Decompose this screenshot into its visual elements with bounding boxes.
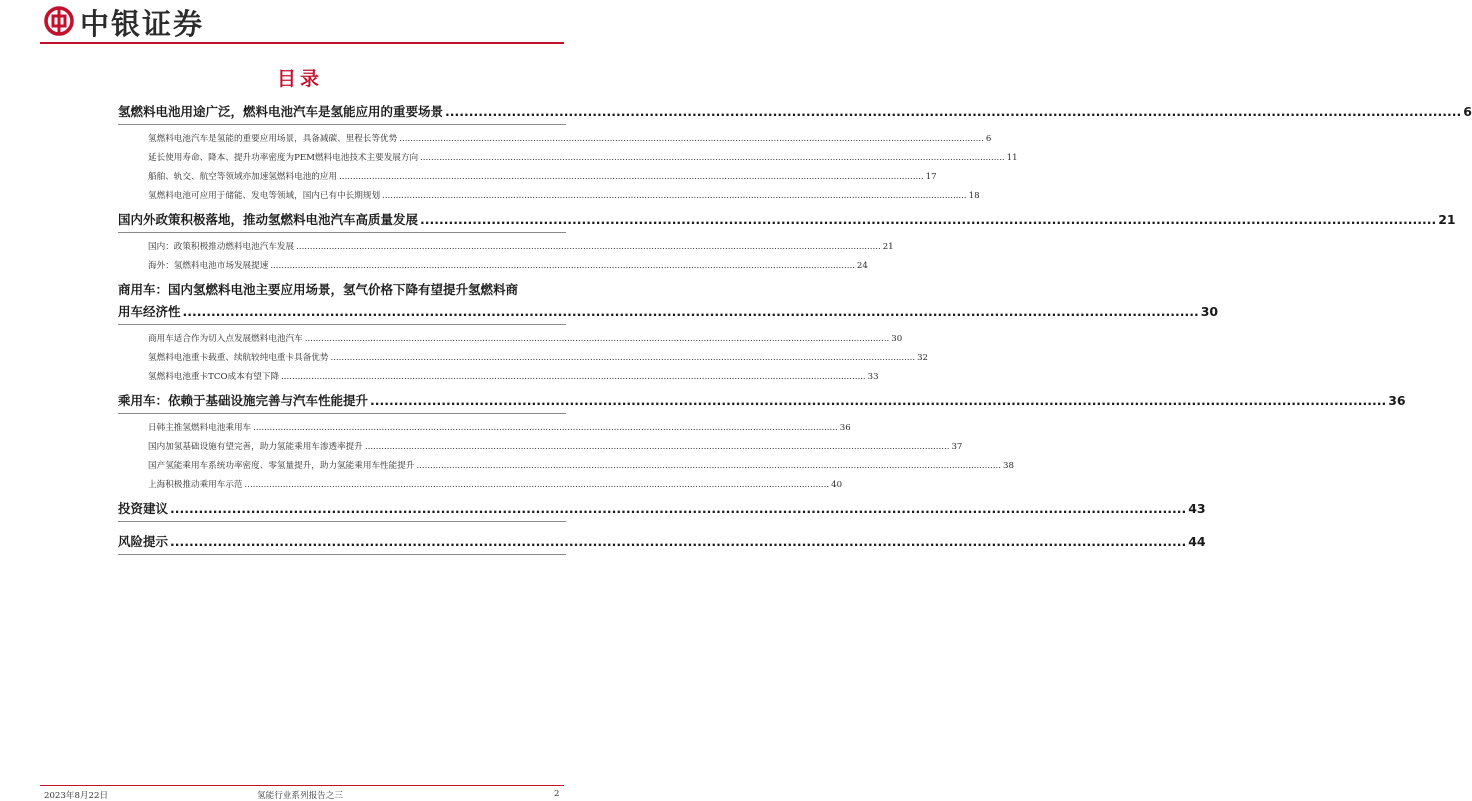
- footer-series: 氢能行业系列报告之三: [257, 791, 343, 801]
- toc-item[interactable]: [148, 352, 929, 364]
- toc-item-title: 商用车适合作为切入点发展燃料电池汽车: [148, 334, 303, 344]
- toc-item[interactable]: [148, 460, 1014, 472]
- toc-item[interactable]: [148, 371, 879, 383]
- toc-item-title: 延长使用寿命、降本、提升功率密度为PEM燃料电池技术主要发展方向: [148, 153, 419, 163]
- toc-item-page: 17: [925, 172, 937, 182]
- toc-item-page: 30: [891, 334, 903, 344]
- toc-item-page: 36: [839, 423, 851, 433]
- toc-item-title: 国内加氢基础设施有望完善，助力氢能乘用车渗透率提升: [148, 442, 363, 452]
- toc-item-title: 上海积极推动乘用车示范: [148, 480, 243, 490]
- leader-dots: [296, 241, 881, 253]
- toc-page-number: 30: [1200, 304, 1219, 319]
- toc-section-3[interactable]: [118, 282, 1219, 320]
- toc-item[interactable]: [148, 441, 963, 453]
- toc-item-page: 24: [856, 261, 868, 271]
- leader-dots: [170, 501, 1186, 517]
- section-divider: [118, 324, 566, 325]
- toc-section-title: 氢燃料电池用途广泛，燃料电池汽车是氢能应用的重要场景: [118, 104, 444, 119]
- toc-section-title-line2: 用车经济性: [118, 304, 181, 319]
- toc-section-title-line1: 商用车：国内氢燃料电池主要应用场景，氢气价格下降有望提升氢燃料商: [118, 282, 519, 297]
- toc-item[interactable]: [148, 260, 868, 272]
- toc-item-title: 国内：政策积极推动燃料电池汽车发展: [148, 242, 295, 252]
- section-divider: [118, 124, 566, 125]
- toc-section-1[interactable]: [118, 104, 1472, 120]
- table-of-contents: [118, 104, 1472, 563]
- toc-item-page: 37: [951, 442, 963, 452]
- toc-item-title: 氢燃料电池重卡载重、续航较纯电重卡具备优势: [148, 353, 329, 363]
- leader-dots: [416, 460, 1001, 472]
- toc-item-title: 氢燃料电池汽车是氢能的重要应用场景，具备减碳、里程长等优势: [148, 134, 398, 144]
- toc-item-title: 日韩主推氢燃料电池乘用车: [148, 423, 252, 433]
- section-divider: [118, 413, 566, 414]
- header-divider: [40, 42, 564, 44]
- toc-item-page: 18: [968, 191, 980, 201]
- leader-dots: [445, 104, 1461, 120]
- footer-divider: [40, 785, 564, 786]
- leader-dots: [170, 534, 1186, 550]
- toc-section-2[interactable]: [118, 212, 1456, 228]
- toc-item-title: 国产氢能乘用车系统功率密度、零氢量提升，助力氢能乘用车性能提升: [148, 461, 415, 471]
- brand-name: 中银证券: [80, 7, 205, 41]
- toc-item[interactable]: [148, 190, 980, 202]
- toc-section-title: 国内外政策积极落地，推动氢燃料电池汽车高质量发展: [118, 212, 419, 227]
- leader-dots: [253, 422, 838, 434]
- toc-item[interactable]: [148, 241, 894, 253]
- toc-page-number: 21: [1438, 212, 1456, 227]
- toc-section-title: 风险提示: [118, 534, 169, 549]
- footer-date: 2023年8月22日: [44, 791, 109, 801]
- leader-dots: [245, 479, 830, 491]
- leader-dots: [370, 393, 1386, 409]
- toc-item-page: 6: [985, 134, 992, 144]
- toc-item-page: 40: [831, 480, 843, 490]
- toc-section-title: 乘用车：依赖于基础设施完善与汽车性能提升: [118, 393, 369, 408]
- toc-section-5[interactable]: [118, 501, 1206, 517]
- toc-item-page: 33: [867, 372, 879, 382]
- toc-page-number: 44: [1188, 534, 1206, 549]
- toc-section-6[interactable]: [118, 534, 1206, 550]
- section-divider: [118, 521, 566, 522]
- toc-item[interactable]: [148, 333, 903, 345]
- leader-dots: [420, 152, 1005, 164]
- toc-section-4[interactable]: [118, 393, 1406, 409]
- toc-page-number: 36: [1388, 393, 1406, 408]
- leader-dots: [330, 352, 915, 364]
- leader-dots: [382, 190, 967, 202]
- leader-dots: [281, 371, 866, 383]
- toc-section-title: 投资建议: [118, 501, 169, 516]
- toc-page-number: 43: [1188, 501, 1206, 516]
- toc-item[interactable]: [148, 133, 992, 145]
- leader-dots: [183, 304, 1199, 320]
- toc-item-title: 海外：氢燃料电池市场发展提速: [148, 261, 269, 271]
- leader-dots: [399, 133, 984, 145]
- leader-dots: [305, 333, 890, 345]
- section-divider: [118, 554, 566, 555]
- leader-dots: [365, 441, 950, 453]
- toc-item-title: 船舶、轨交、航空等领域亦加速氢燃料电池的应用: [148, 172, 338, 182]
- toc-item-title: 氢燃料电池重卡TCO成本有望下降: [148, 372, 280, 382]
- toc-item-title: 氢燃料电池可应用于储能、发电等领域，国内已有中长期规划: [148, 191, 381, 201]
- leader-dots: [420, 212, 1436, 228]
- leader-dots: [339, 171, 924, 183]
- toc-item[interactable]: [148, 422, 851, 434]
- bank-of-china-logo-icon: [44, 6, 74, 36]
- toc-item-page: 38: [1003, 461, 1014, 471]
- section-divider: [118, 232, 566, 233]
- footer-page-number: 2: [554, 789, 560, 799]
- toc-item[interactable]: [148, 171, 937, 183]
- toc-title: 目录: [276, 68, 323, 90]
- toc-item-page: 21: [882, 242, 894, 252]
- toc-page-number: 6: [1463, 104, 1472, 119]
- toc-item[interactable]: [148, 479, 843, 491]
- leader-dots: [270, 260, 855, 272]
- toc-item-page: 32: [917, 353, 929, 363]
- toc-item[interactable]: [148, 152, 1018, 164]
- page-header: [0, 0, 600, 44]
- toc-item-page: 11: [1006, 153, 1018, 163]
